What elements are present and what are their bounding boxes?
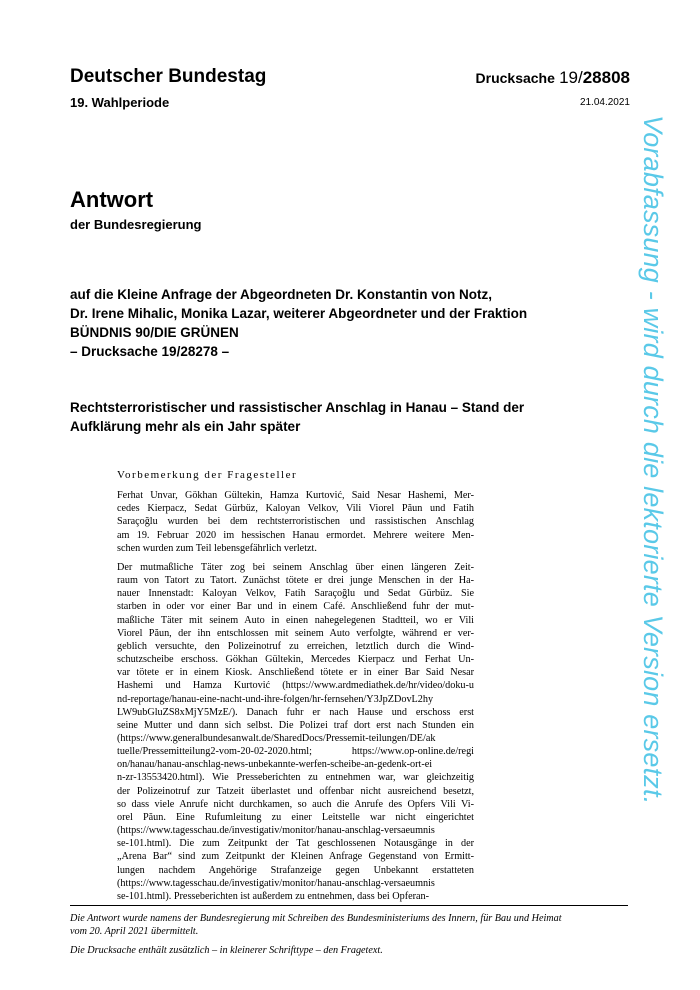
document-date: 21.04.2021 xyxy=(579,97,630,108)
footer-line: vom 20. April 2021 übermittelt. xyxy=(70,926,199,937)
body-line: Hashemi und Hamza Kurtović (https://www.ardmediathek.de/hr/video/doku-u xyxy=(117,680,474,692)
body-line: nd-reportage/hanau-eine-nacht-und-ihre-folgen/hr-fernsehen/Y3JpZDovL2hy xyxy=(117,693,434,705)
body-line: (https://www.tagesschau.de/investigativ/monitor/hanau-anschlag-versaeumnis xyxy=(117,877,435,889)
body-line: schen wurden zum Teil lebensgefährlich verletzt. xyxy=(117,542,317,554)
body-line: Der mutmaßliche Täter zog bei seinem Anschlag über einen längeren Zeit- xyxy=(117,561,474,573)
body-line: (https://www.tagesschau.de/investigativ/monitor/hanau-anschlag-versaeumnis xyxy=(117,825,435,837)
body-line: on/hanau/hanau-anschlag-news-unbekannte-werfen-scheibe-an-gedenk-ort-ei xyxy=(117,759,433,771)
body-line: Ferhat Unvar, Gökhan Gültekin, Hamza Kurtović, Said Nesar Hashemi, Mer- xyxy=(117,490,474,502)
subject-line: Rechtsterroristischer und rassistischer Anschlag in Hanau – Stand der xyxy=(70,400,525,415)
body-line: schutzscheibe erschoss. Gökhan Gültekin, Mercedes Kierpacz und Ferhat Un- xyxy=(117,654,474,666)
drucksache-prefix: 19/ xyxy=(559,68,583,87)
body-paragraph xyxy=(117,489,474,555)
footer-line: Die Antwort wurde namens der Bundesregierung mit Schreiben des Bundesministeriums des Innern, für Bau und Heimat xyxy=(70,913,562,924)
body-line: so dass viele Anrufe nicht durchkamen, so auch die Anrufe des Opfers Vili Vi- xyxy=(117,798,474,810)
anfrage-reference xyxy=(70,285,590,361)
body-line: Viorel Păun, der ihn entschlossen mit seinem Auto verfolgte, während er ver- xyxy=(117,627,474,639)
anfrage-line: – Drucksache 19/28278 – xyxy=(70,344,230,359)
body-line: am 19. Februar 2020 im hessischen Hanau ermordet. Mehrere weitere Men- xyxy=(117,529,474,541)
anfrage-line: auf die Kleine Anfrage der Abgeordneten Dr. Konstantin von Notz, xyxy=(70,287,493,302)
institution-title: Deutscher Bundestag xyxy=(70,66,267,87)
footer-note xyxy=(70,912,640,957)
vorbemerkung-heading: Vorbemerkung der Fragesteller xyxy=(117,469,298,481)
draft-watermark: Vorabfassung - wird durch die lektorierte Version ersetzt. xyxy=(638,115,668,805)
subject-heading xyxy=(70,398,590,436)
paragraphs xyxy=(117,489,474,903)
body-line: starben in oder vor einer Bar und in einem Café. Anschließend fuhr der mut- xyxy=(117,601,474,613)
body-line: se-101.html). Die zum Zeitpunkt der Tat geschlossenen Notausgänge in der xyxy=(117,838,474,850)
subject-line: Aufklärung mehr als ein Jahr später xyxy=(70,419,301,434)
body-line: LW9ubGluZS8xMjY5MzE/). Danach fuhr er nach Hause und erschoss erst xyxy=(117,706,474,718)
wahlperiode: 19. Wahlperiode xyxy=(70,95,170,110)
body-line: n-zr-13553420.html). Wie Presseberichten zu entnehmen war, war gleichzeitig xyxy=(117,772,474,784)
body-line: seine Mutter und dann sich selbst. Die Polizei traf dort erst nach Stunden ein xyxy=(117,719,474,731)
anfrage-line: BÜNDNIS 90/DIE GRÜNEN xyxy=(70,325,239,340)
drucksache-number xyxy=(476,68,630,88)
body-line: tuelle/Pressemitteilung2-vom-20-02-2020.html; https://www.op-online.de/regi xyxy=(117,746,474,758)
body-line: orel Păun. Eine Rufumleitung zu einer Leitstelle war nicht eingerichtet xyxy=(117,811,474,823)
body-line: raum von Tatort zu Tatort. Zunächst tötete er drei junge Menschen in der Ha- xyxy=(117,575,474,587)
footer-divider xyxy=(70,905,628,906)
body-line: geblich versuchte, den Polizeinotruf zu erreichen, letztlich durch die Wind- xyxy=(117,640,474,652)
body-line: lungen nachdem Angehörige Strafanzeige gegen Unbekannt erstatteten xyxy=(117,864,474,876)
body-line: „Arena Bar“ sind zum Zeitpunkt der Kleinen Anfrage Gegenstand von Ermitt- xyxy=(117,851,474,863)
body-line: Saraçoğlu wurden bei dem rechtsterroristischen und rassistischen Anschlag xyxy=(117,516,474,528)
body-line: der Polizeinotruf zur Tatzeit überlastet und offenbar nicht ausreichend besetzt, xyxy=(117,785,474,797)
body-line: var tötete er in einem Kiosk. Anschließend tötete er in einer Bar Said Nesar xyxy=(117,667,474,679)
footer-line: Die Drucksache enthält zusätzlich – in kleinerer Schrifttype – den Fragetext. xyxy=(70,945,383,956)
body-line: se-101.html). Presseberichten ist außerdem zu entnehmen, dass bei Opferan- xyxy=(117,890,430,902)
body-line: maßliche Täter mit seinem Auto in einen nahegelegenen Stadtteil, wo er Vili xyxy=(117,614,474,626)
anfrage-line: Dr. Irene Mihalic, Monika Lazar, weiterer Abgeordneter und der Fraktion xyxy=(70,306,528,321)
drucksache-label: Drucksache xyxy=(475,70,555,86)
body-line: (https://www.generalbundesanwalt.de/SharedDocs/Pressemit-teilungen/DE/ak xyxy=(117,732,436,744)
body-line: nauer Innenstadt: Kaloyan Velkov, Fatih Saraçoğlu und Sedat Gürbüz. Sie xyxy=(117,588,474,600)
drucksache-id: 28808 xyxy=(582,68,630,87)
body-paragraph xyxy=(117,561,474,903)
body-text xyxy=(117,469,474,909)
document-author: der Bundesregierung xyxy=(70,217,202,232)
document-type-heading: Antwort xyxy=(70,187,154,212)
body-line: cedes Kierpacz, Sedat Gürbüz, Kaloyan Velkov, Vili Viorel Păun und Fatih xyxy=(117,503,474,515)
